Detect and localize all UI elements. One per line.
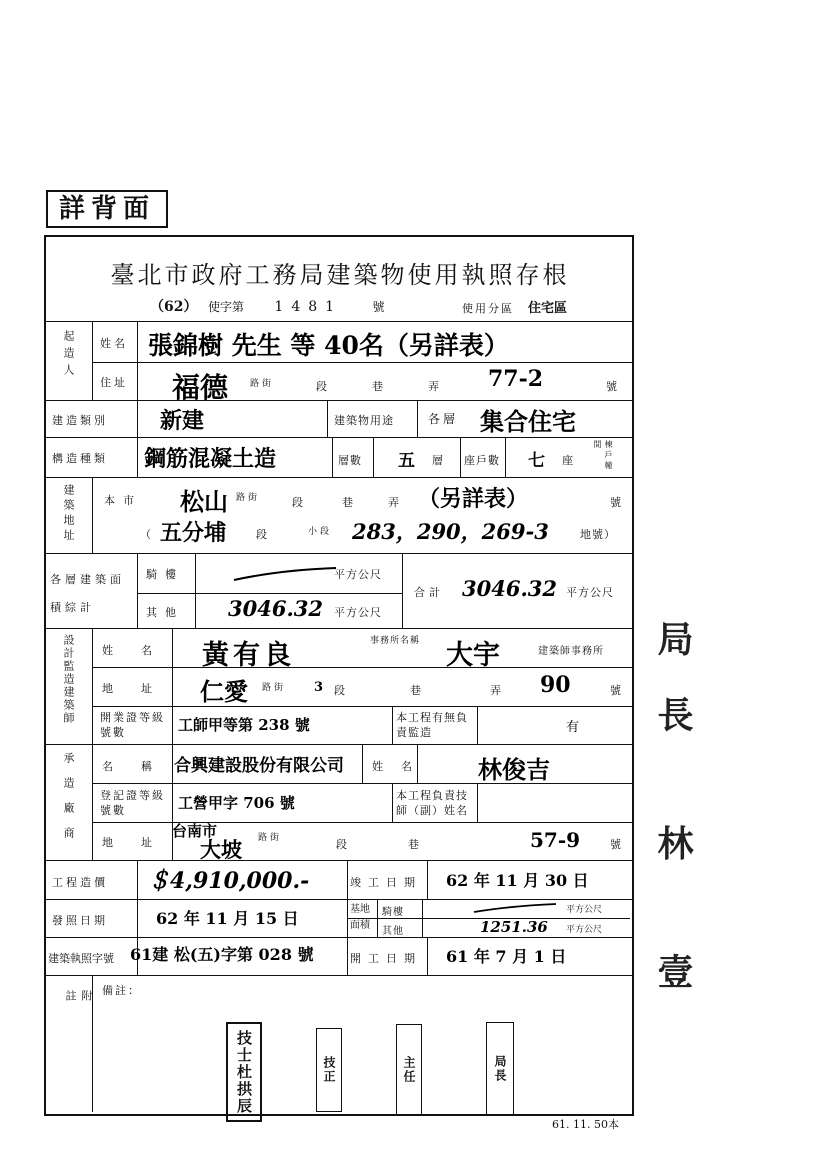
rule-arch-1	[92, 667, 632, 668]
permit-label: 建築執照字號	[48, 952, 114, 965]
col-area-3	[402, 553, 403, 628]
completion-value: 62 年 11 月 30 日	[446, 871, 589, 890]
architect-reg-value: 工師甲等第 238 號	[178, 716, 310, 734]
architect-office-suffix: 建築師事務所	[538, 646, 604, 657]
contractor-section-label: 承造廠商	[62, 752, 75, 852]
households-value: 七	[528, 451, 545, 471]
other-label: 其他	[146, 606, 184, 619]
land-other-label: 其他	[382, 926, 404, 937]
use-prefix: 各層	[428, 412, 459, 426]
contractor-address-city: 台南市	[172, 822, 218, 840]
area-section-label: 各層建築面積綜計	[50, 573, 125, 614]
stamp-technical-officer: 技正	[316, 1028, 342, 1112]
applicant-address-alley: 弄	[428, 380, 442, 393]
applicant-address-road: 路街	[250, 379, 275, 389]
applicant-address-value: 福德	[172, 371, 229, 404]
use-label: 建築物用途	[334, 414, 394, 427]
remarks-section-label: 附註	[64, 990, 93, 1075]
architect-address-suffix: 號	[610, 684, 624, 697]
col-house-1	[460, 437, 461, 477]
architect-supervisor-label: 本工程有無負責監造	[396, 711, 468, 739]
col-name-label	[137, 321, 138, 400]
site-suffix: 號	[610, 496, 624, 509]
land-area-label: 基地面積	[350, 904, 370, 931]
license-prefix: （62）	[150, 299, 198, 315]
col-site	[92, 477, 93, 553]
col-contr-3	[392, 783, 393, 822]
site-note: （另詳表）	[418, 486, 529, 512]
rule-header	[44, 321, 632, 322]
applicant-address-suffix: 號	[606, 380, 620, 393]
floors-unit: 層	[432, 454, 446, 467]
total-unit: 平方公尺	[566, 586, 614, 599]
applicant-section-label: 起造人	[62, 330, 75, 381]
architect-address-value: 仁愛	[200, 677, 248, 706]
other-unit: 平方公尺	[334, 606, 382, 619]
start-label: 開工日期	[350, 952, 422, 965]
rule-issue	[44, 937, 632, 938]
col-use	[327, 400, 328, 437]
rule-site	[44, 553, 632, 554]
land-arcade-stroke	[470, 900, 560, 916]
site-section-label: 建築地址	[62, 484, 75, 544]
architect-address-sec: 段	[334, 684, 348, 697]
architect-address-road: 路街	[262, 683, 287, 693]
col-cost-2	[347, 860, 348, 975]
col-start	[427, 937, 428, 975]
households-unit: 座	[562, 454, 576, 467]
contractor-name-value: 合興建設股份有限公司	[174, 756, 344, 776]
land-other-value: 1251.36	[480, 918, 548, 936]
rule-contr-1	[92, 783, 632, 784]
start-value: 61 年 7 月 1 日	[446, 947, 567, 966]
architect-address-sec-num: 3	[314, 680, 324, 695]
col-area-2	[195, 553, 196, 628]
contractor-address-lane: 巷	[408, 838, 422, 851]
col-floors-1	[332, 437, 333, 477]
col-category	[137, 400, 138, 477]
stamp-commissioner: 局長	[486, 1022, 514, 1116]
land-arcade-label: 騎樓	[382, 907, 404, 918]
col-arch-1	[92, 628, 93, 860]
col-contr-4	[477, 783, 478, 822]
col-section-1	[92, 321, 93, 400]
rule-area-mid	[137, 593, 402, 594]
contractor-address-suffix: 號	[610, 838, 624, 851]
zone-value: 住宅區	[528, 301, 568, 316]
rule-contr	[44, 860, 632, 861]
issue-value: 62 年 11 月 15 日	[156, 909, 299, 928]
site-lane: 巷	[342, 496, 356, 509]
col-land-2	[422, 899, 423, 937]
zone-label: 使用分區	[462, 302, 514, 315]
col-use-2	[417, 400, 418, 437]
architect-section-label: 設計監造建築師	[62, 634, 75, 725]
contractor-address-sec: 段	[336, 838, 350, 851]
cost-value: ＄4,910,000.-	[148, 868, 310, 894]
applicant-address-number: 77-2	[488, 366, 544, 392]
footer-print-code: 61. 11. 50本	[552, 1118, 619, 1131]
license-number: 1481	[274, 299, 343, 315]
col-floors-2	[373, 437, 374, 477]
architect-address-alley: 弄	[490, 684, 504, 697]
architect-address-label: 地址	[102, 682, 180, 695]
arcade-label: 騎樓	[146, 568, 184, 581]
contractor-address-road: 路街	[258, 833, 283, 843]
col-cost-3	[427, 860, 428, 899]
contractor-address-label: 地址	[102, 836, 180, 849]
applicant-address-lane: 巷	[372, 380, 386, 393]
site-sec: 段	[292, 496, 306, 509]
applicant-address-sec: 段	[316, 380, 330, 393]
land-arcade-unit: 平方公尺	[566, 905, 603, 915]
architect-address-number: 90	[540, 672, 571, 698]
land-other-unit: 平方公尺	[566, 925, 603, 935]
contractor-address-value: 大坡	[200, 837, 242, 862]
site-road: 路街	[236, 493, 261, 503]
site-city: 本市	[104, 494, 142, 507]
site-lot-sub-label: 小段	[308, 527, 333, 537]
rule-applicant-end	[44, 400, 632, 401]
total-value: 3046.32	[462, 576, 557, 601]
structure-value: 鋼筋混凝土造	[144, 446, 277, 472]
license-suffix: 號	[372, 300, 385, 314]
contractor-person-label: 姓名	[372, 760, 430, 773]
arcade-unit: 平方公尺	[334, 568, 382, 581]
contractor-reg-label: 登記證等級號數	[100, 789, 165, 817]
remarks-label: 備註：	[102, 984, 141, 997]
architect-name-value: 黃有良	[202, 640, 295, 671]
arcade-value-stroke	[230, 562, 340, 584]
form-title: 臺北市政府工務局建築物使用執照存根	[110, 261, 570, 289]
architect-supervisor-value: 有	[566, 720, 580, 735]
col-arch-3	[392, 706, 393, 744]
site-lot-sec-label: 段	[256, 528, 270, 541]
issue-label: 發照日期	[52, 914, 108, 927]
architect-address-lane: 巷	[410, 684, 424, 697]
use-value: 集合住宅	[480, 407, 576, 436]
side-bleed-text: 局長 林 壹	[652, 620, 694, 1030]
total-label: 合計	[414, 586, 444, 599]
rule-arch	[44, 744, 632, 745]
license-type: 使字第	[207, 300, 244, 314]
cost-label: 工程造價	[52, 876, 108, 889]
category-value: 新建	[160, 408, 205, 434]
households-label: 座戶數	[464, 454, 500, 467]
other-value: 3046.32	[228, 596, 323, 621]
floors-label: 層數	[338, 454, 362, 467]
stamp-director: 主任	[396, 1024, 422, 1116]
col-arch-4	[477, 706, 478, 744]
permit-value: 61建 松(五)字第 028 號	[130, 945, 314, 964]
license-line	[150, 296, 385, 316]
col-contr-1	[362, 744, 363, 783]
rule-permit	[44, 975, 632, 976]
site-lot-section: 五分埔	[160, 520, 227, 546]
households-side-units: 棟 戶 幢 間	[593, 440, 613, 470]
site-lot-open: （	[140, 528, 154, 541]
contractor-person-value: 林俊吉	[478, 755, 550, 784]
contractor-reg-value: 工營甲字 706 號	[178, 794, 295, 812]
architect-name-label: 姓名	[102, 644, 180, 657]
rule-arch-2	[92, 706, 632, 707]
site-district: 松山	[180, 487, 228, 516]
header-tag: 詳背面	[46, 190, 168, 228]
contractor-name-label: 名稱	[102, 760, 180, 773]
rule-structure	[44, 477, 632, 478]
floors-value: 五	[398, 451, 415, 471]
rule-applicant-mid	[92, 362, 632, 363]
structure-label: 構造種類	[52, 452, 108, 465]
stamp-technician: 技士杜拱辰	[226, 1022, 262, 1122]
architect-office-label: 事務所名稱	[370, 636, 421, 646]
site-lot-suffix: 地號）	[580, 528, 616, 541]
category-label: 建造類別	[52, 414, 108, 427]
architect-office-value: 大宇	[446, 640, 500, 671]
applicant-address-label: 住址	[100, 376, 128, 389]
contractor-engineer-label: 本工程負責技師（副）姓名	[396, 789, 468, 817]
architect-reg-label: 開業證等級號數	[100, 711, 165, 739]
col-house-2	[505, 437, 506, 477]
site-lot-numbers: 283，290，269-3	[352, 519, 549, 544]
col-area-1	[137, 553, 138, 628]
rule-category	[44, 437, 632, 438]
applicant-name-label: 姓名	[100, 337, 128, 350]
completion-label: 竣工日期	[350, 876, 422, 889]
site-alley: 弄	[388, 496, 402, 509]
rule-area	[44, 628, 632, 629]
contractor-address-number: 57-9	[530, 828, 581, 852]
applicant-name-value: 張錦樹 先生 等 40名（另詳表）	[148, 331, 509, 360]
